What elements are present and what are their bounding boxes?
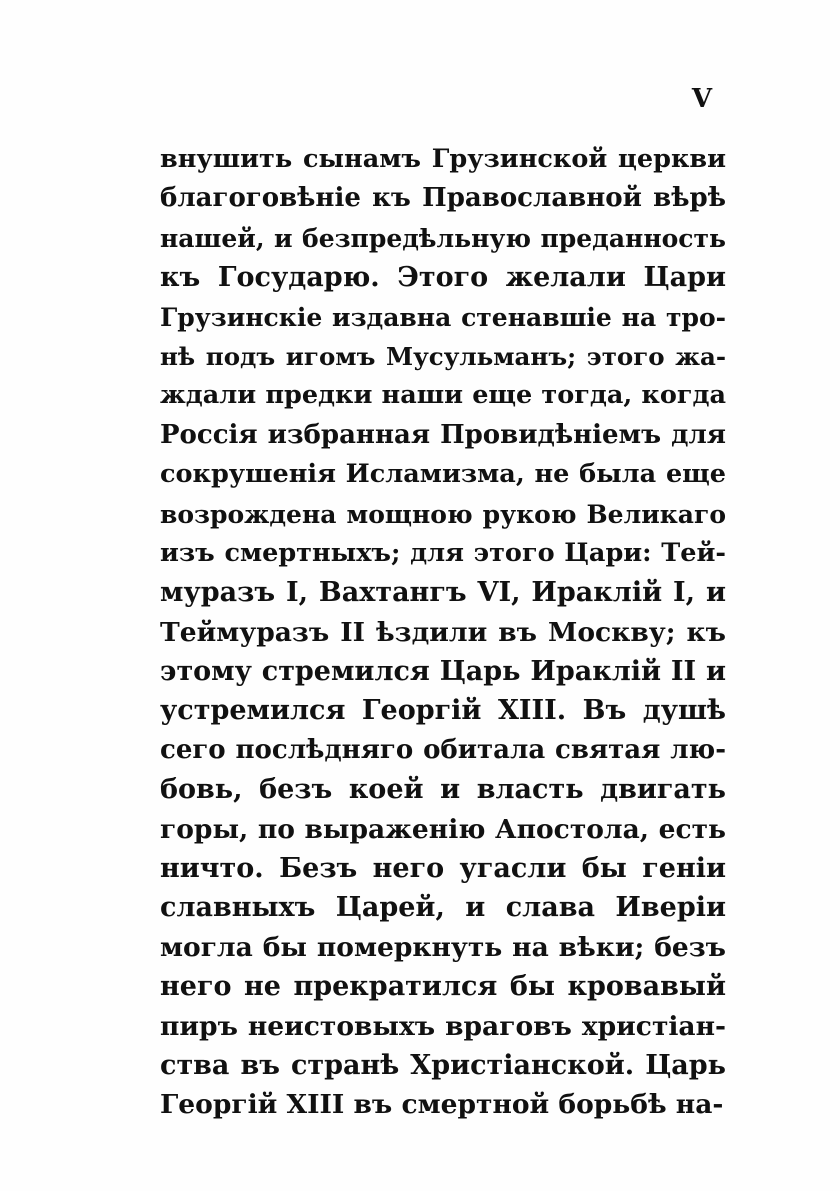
text-line: сего послѣдняго обитала святая лю- xyxy=(160,734,726,765)
text-line: Теймуразъ II ѣздили въ Москву; къ xyxy=(160,616,726,648)
text-line: нѣ подъ игомъ Мусульманъ; этого жа- xyxy=(160,341,726,371)
text-line: Грузинскіе издавна стенавшіе на тро- xyxy=(160,302,726,332)
text-line: бовь, безъ коей и власть двигать xyxy=(160,774,726,806)
text-line: нашей, и безпредѣльную преданность xyxy=(160,223,726,253)
page-text xyxy=(160,140,726,1125)
text-line: горы, по выраженію Апостола, есть xyxy=(160,813,726,845)
text-line: возрождена мощною рукою Великаго xyxy=(160,499,726,529)
text-line: могла бы померкнуть на вѣки; безъ xyxy=(160,931,726,963)
text-line: пиръ неистовыхъ враговъ христіан- xyxy=(160,1010,726,1042)
text-line: Георгій XIII въ смертной борьбѣ на- xyxy=(160,1089,724,1121)
text-line: славныхъ Царей, и слава Иверіи xyxy=(160,892,726,924)
text-line: этому стремился Царь Ираклій II и xyxy=(160,656,726,688)
text-line: ства въ странѣ Христіанской. Царь xyxy=(160,1049,726,1081)
text-line: ждали предки наши еще тогда, когда xyxy=(160,380,726,411)
text-line: ничто. Безъ него угасли бы геніи xyxy=(160,853,726,885)
text-line: сокрушенія Исламизма, не была еще xyxy=(160,459,726,490)
text-line: муразъ I, Вахтангъ VI, Ираклій I, и xyxy=(160,577,726,609)
text-line: Россія избранная Провидѣніемъ для xyxy=(160,419,726,450)
text-line: благоговѣніе къ Православной вѣрѣ xyxy=(160,183,726,214)
text-line: внушить сынамъ Грузинской церкви xyxy=(160,144,726,174)
text-line: устремился Георгій XIII. Въ душѣ xyxy=(160,695,726,727)
page-number: V xyxy=(691,84,712,114)
text-line: къ Государю. Этого желали Цари xyxy=(160,262,726,294)
text-line: изъ смертныхъ; для этого Цари: Тей- xyxy=(160,537,726,568)
text-line: него не прекратился бы кровавый xyxy=(160,971,726,1003)
